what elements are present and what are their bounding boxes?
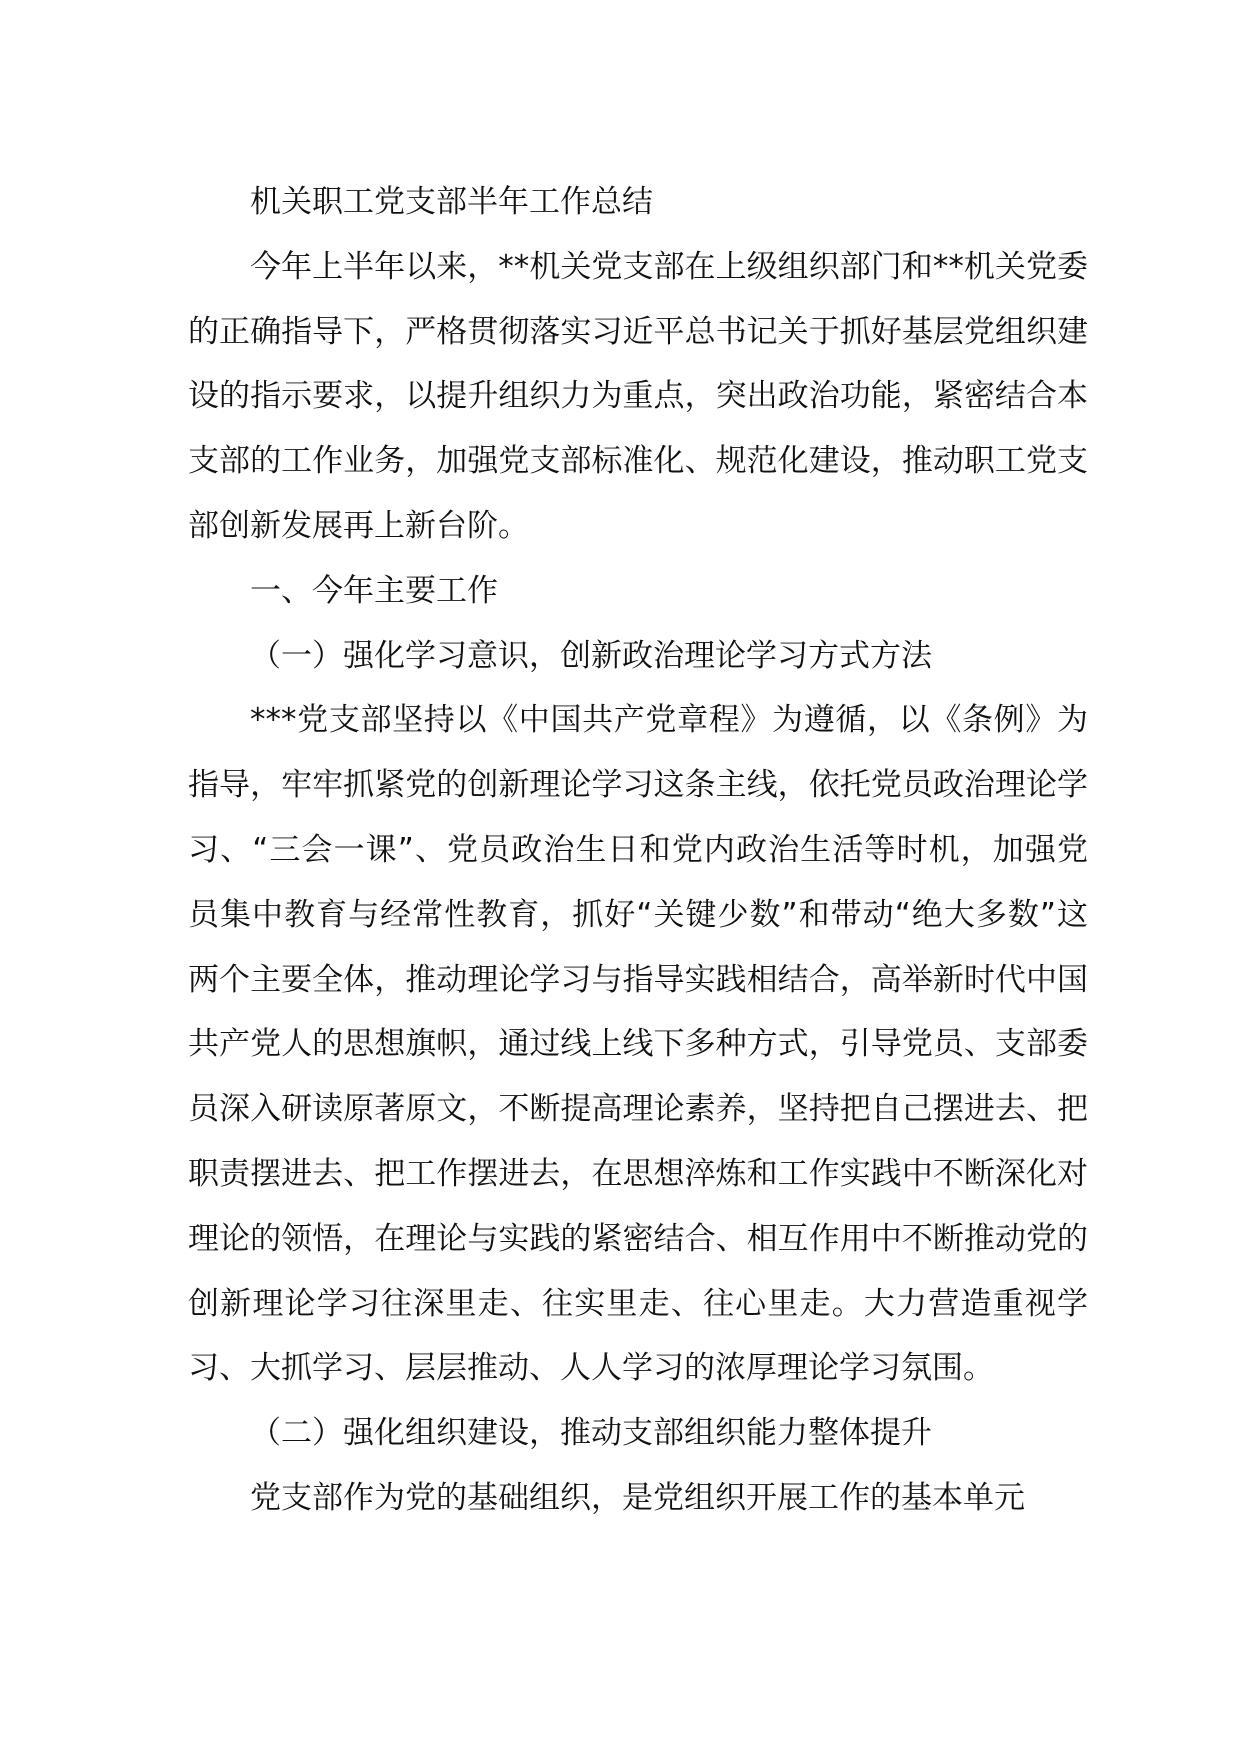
subsection-heading: （一）强化学习意识，创新政治理论学习方式方法 — [250, 637, 932, 674]
section-heading: 一、今年主要工作 — [250, 572, 498, 609]
document-title: 机关职工党支部半年工作总结 — [250, 184, 653, 220]
intro-paragraph: 今年上半年以来，**机关党支部在上级组织部门和**机关党委的正确指导下，严格贯彻落实习近平总书记关于抓好基层党组织建设的指示要求，以提升组织力为重点，突出政治功能，紧密结合本支部的工作业务，加强党支部标准化、规范化建设，推动职工党支部创新发展再上新台阶。 — [188, 248, 1088, 544]
body-paragraph: 党支部作为党的基础组织，是党组织开展工作的基本单元 — [250, 1479, 1025, 1516]
body-paragraph: ***党支部坚持以《中国共产党章程》为遵循，以《条例》为指导，牢牢抓紧党的创新理论学习这条主线，依托党员政治理论学习、“三会一课”、党员政治生日和党内政治生活等时机，加强党员集中教育与经常性教育，抓好“关键少数”和带动“绝大多数”这两个主要全体，推动理论学习与指导实践相结合，高举新时代中国共产党人的思想旗帜，通过线上线下多种方式，引导党员、支部委员深入研读原著原文，不断提高理论素养，坚持把自己摆进去、把职责摆进去、把工作摆进去，在思想淬炼和工作实践中不断深化对理论的领悟，在理论与实践的紧密结合、相互作用中不断推动党的创新理论学习往深里走、往实里走、往心里走。大力营造重视学习、大抓学习、层层推动、人人学习的浓厚理论学习氛围。 — [188, 702, 1088, 1387]
subsection-heading: （二）强化组织建设，推动支部组织能力整体提升 — [250, 1415, 932, 1452]
document-body — [188, 170, 1088, 1531]
